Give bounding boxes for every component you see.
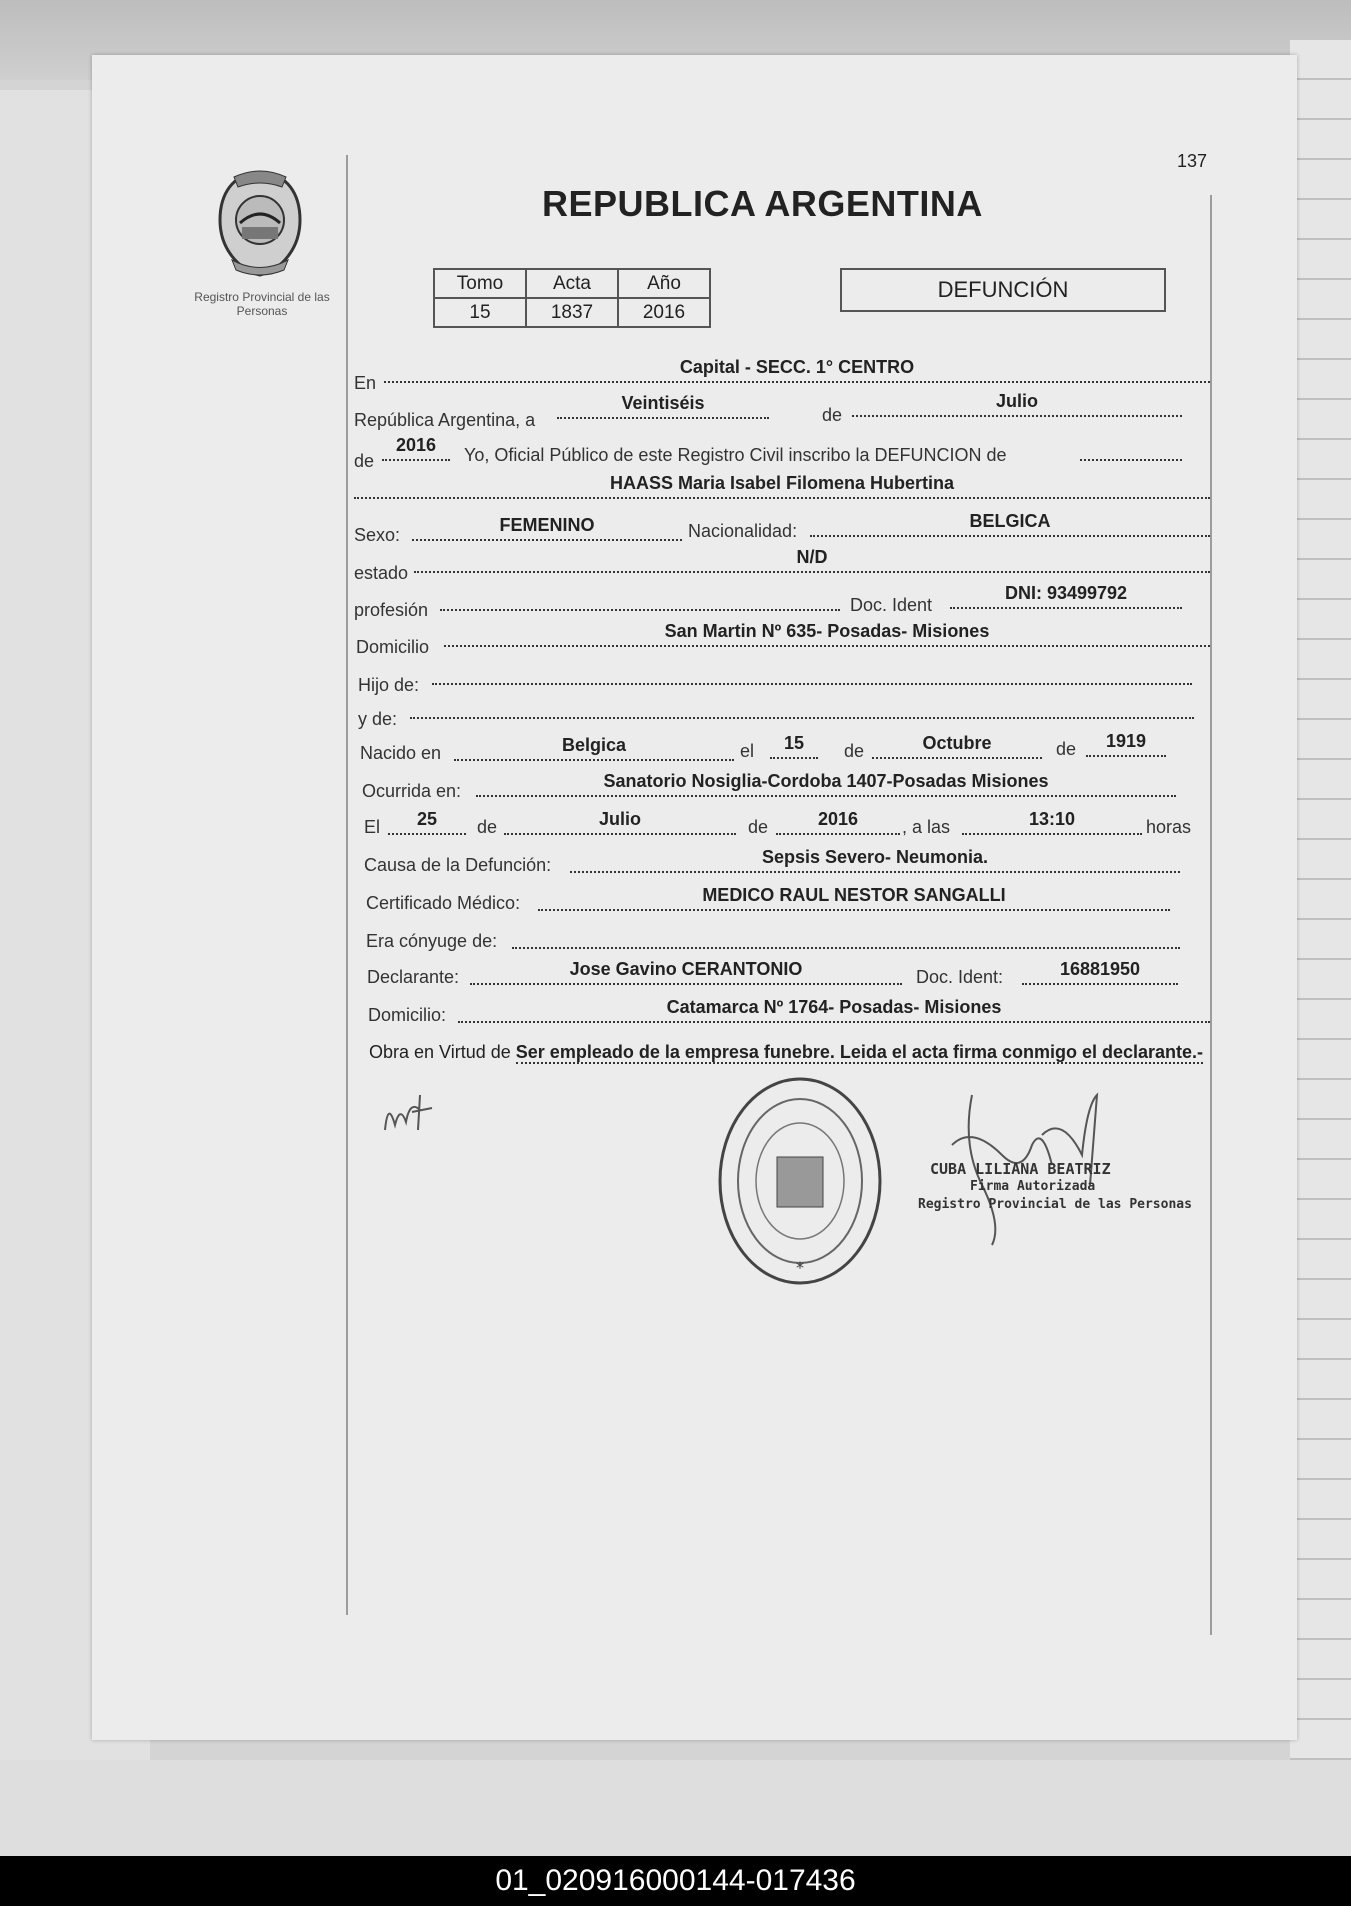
field-doc-ident: DNI: 93499792 [950, 583, 1182, 609]
field-estado: N/D [414, 547, 1210, 573]
ref-header-tomo: Tomo [434, 269, 526, 298]
document-title: REPUBLICA ARGENTINA [542, 183, 983, 224]
field-declarante: Jose Gavino CERANTONIO [470, 959, 902, 985]
field-y-de [410, 693, 1194, 719]
footer-id: 01_020916000144-017436 [0, 1856, 1351, 1906]
field-nombre: HAASS Maria Isabel Filomena Hubertina [354, 473, 1210, 499]
document-type-box: DEFUNCIÓN [840, 268, 1166, 312]
field-domicilio-2: Catamarca Nº 1764- Posadas- Misiones [458, 997, 1210, 1023]
field-en: Capital - SECC. 1° CENTRO [384, 357, 1210, 383]
reference-table [433, 268, 711, 328]
label-de-6: de [748, 817, 769, 837]
field-anio: 2016 [382, 435, 450, 461]
label-horas: horas [1146, 817, 1192, 837]
field-certificado: MEDICO RAUL NESTOR SANGALLI [538, 885, 1170, 911]
label-hijo: Hijo de: [358, 675, 420, 695]
official-seal-icon [715, 1075, 885, 1287]
field-domicilio: San Martin Nº 635- Posadas- Misiones [444, 621, 1210, 647]
label-domicilio: Domicilio [356, 637, 430, 657]
signer-office: Registro Provincial de las Personas [918, 1197, 1192, 1212]
left-margin-line [346, 155, 348, 1615]
label-de-5: de [477, 817, 498, 837]
label-obra: Obra en Virtud de [369, 1042, 511, 1062]
label-oficial: Yo, Oficial Público de este Registro Civil inscribo la DEFUNCION de [464, 445, 1007, 465]
label-certificado: Certificado Médico: [366, 893, 521, 913]
field-nac-dia: 15 [770, 733, 818, 759]
background-ledger [1290, 40, 1351, 1760]
field-nac-anio: 1919 [1086, 731, 1166, 757]
field-causa: Sepsis Severo- Neumonia. [570, 847, 1180, 873]
label-sexo: Sexo: [354, 525, 401, 545]
field-nac-mes: Octubre [872, 733, 1042, 759]
label-de-3: de [844, 741, 865, 761]
obra-paragraph [369, 1039, 1207, 1065]
svg-text:*: * [796, 1258, 804, 1277]
field-doc-ident-2: 16881950 [1022, 959, 1178, 985]
death-certificate-page [92, 55, 1297, 1740]
field-def-dia: 25 [388, 809, 466, 835]
label-doc-ident: Doc. Ident [850, 595, 933, 615]
background-bottom [0, 1760, 1351, 1856]
field-def-anio: 2016 [776, 809, 900, 835]
ref-value-acta: 1837 [526, 298, 618, 327]
page-number: 137 [1176, 151, 1207, 171]
label-estado: estado [354, 563, 409, 583]
label-conyuge: Era cónyuge de: [366, 931, 498, 951]
field-hijo [432, 659, 1192, 685]
signer-name: CUBA LILIANA BEATRIZ [930, 1160, 1111, 1178]
label-el-2: El [364, 817, 381, 837]
field-sexo: FEMENINO [412, 515, 682, 541]
label-de-4: de [1056, 739, 1077, 759]
label-de-1: de [822, 405, 843, 425]
label-en: En [354, 373, 377, 393]
label-ocurrida: Ocurrida en: [362, 781, 462, 801]
field-obra: Ser empleado de la empresa funebre. Leida el acta firma conmigo el declarante.- [515, 1042, 1204, 1062]
label-y-de: y de: [358, 709, 398, 729]
field-hora: 13:10 [962, 809, 1142, 835]
field-profesion [440, 585, 840, 611]
label-causa: Causa de la Defunción: [364, 855, 552, 875]
field-nacionalidad: BELGICA [810, 511, 1210, 537]
label-republica: República Argentina, a [354, 410, 536, 430]
label-domicilio-2: Domicilio: [368, 1005, 447, 1025]
ref-header-acta: Acta [526, 269, 618, 298]
label-el: el [740, 741, 755, 761]
field-nacido: Belgica [454, 735, 734, 761]
field-ocurrida: Sanatorio Nosiglia-Cordoba 1407-Posadas Misiones [476, 771, 1176, 797]
label-nacionalidad: Nacionalidad: [688, 521, 798, 541]
ref-header-anio: Año [618, 269, 710, 298]
signer-role: Firma Autorizada [970, 1179, 1096, 1194]
coat-of-arms-icon [212, 165, 308, 280]
logo-caption: Registro Provincial de las Personas [194, 290, 330, 318]
label-de-2: de [354, 451, 375, 471]
ref-value-anio: 2016 [618, 298, 710, 327]
signature-stamp [918, 1160, 1192, 1214]
field-def-mes: Julio [504, 809, 736, 835]
ref-value-tomo: 15 [434, 298, 526, 327]
initials-icon [380, 1090, 450, 1140]
field-mes: Julio [852, 391, 1182, 417]
field-blank-1 [1080, 435, 1182, 461]
field-dia-letras: Veintiséis [557, 393, 769, 419]
label-declarante: Declarante: [367, 967, 460, 987]
label-profesion: profesión [354, 600, 429, 620]
field-conyuge [512, 923, 1180, 949]
label-doc-ident-2: Doc. Ident: [916, 967, 1004, 987]
label-nacido: Nacido en [360, 743, 442, 763]
label-a-las: , a las [902, 817, 951, 837]
right-margin-line [1210, 195, 1212, 1635]
